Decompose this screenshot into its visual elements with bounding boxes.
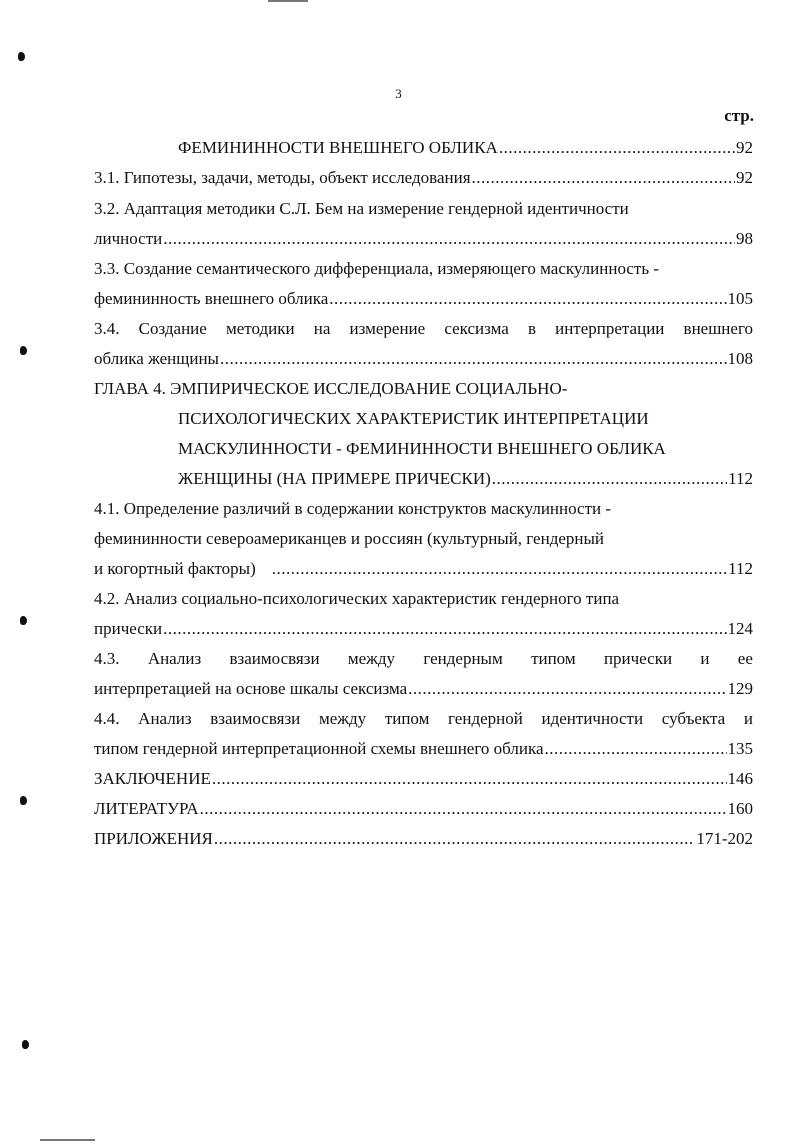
- toc-entry-text: облика женщины: [94, 349, 219, 368]
- toc-entry-text: прически: [94, 619, 163, 638]
- dot-leader: [200, 799, 727, 819]
- hole-punch-mark: [20, 346, 27, 355]
- chapter-heading-line: [178, 439, 753, 459]
- chapter-heading-line: [94, 379, 753, 399]
- toc-entry-text: ЖЕНЩИНЫ (НА ПРИМЕРЕ ПРИЧЕСКИ): [178, 469, 491, 488]
- toc-entry[interactable]: [94, 679, 753, 699]
- toc-word: в: [527, 319, 536, 338]
- toc-entry-line: [94, 589, 753, 609]
- dot-leader: [492, 469, 727, 489]
- toc-entry-line: [94, 499, 753, 519]
- toc-entry-page: 98: [736, 229, 753, 248]
- toc-word: идентичности: [541, 709, 644, 728]
- toc-entry-text: МАСКУЛИННОСТИ - ФЕМИНИННОСТИ ВНЕШНЕГО ОБЛИКА: [178, 439, 666, 458]
- dot-leader: [408, 679, 726, 699]
- toc-word: интерпретации: [555, 319, 665, 338]
- toc-word: сексизма: [444, 319, 509, 338]
- toc-entry-text: 4.2. Анализ социально-психологических характеристик гендерного типа: [94, 589, 620, 608]
- toc-entry-text: ПРИЛОЖЕНИЯ: [94, 829, 213, 848]
- toc-word: типом: [384, 709, 430, 728]
- toc-entry-page: 108: [727, 349, 753, 368]
- toc-entry-line: [94, 529, 753, 549]
- toc-word: между: [347, 649, 396, 668]
- toc-entry-page: 129: [727, 679, 753, 698]
- toc-entry-page: 112: [728, 469, 753, 488]
- toc-word: взаимосвязи: [229, 649, 320, 668]
- hole-punch-mark: [20, 616, 27, 625]
- toc-word: 4.4.: [94, 709, 120, 728]
- toc-word: 4.3.: [94, 649, 120, 668]
- toc-word: ее: [737, 649, 753, 668]
- toc-word: взаимосвязи: [210, 709, 301, 728]
- toc-entry[interactable]: [94, 769, 753, 789]
- dot-leader: [214, 829, 695, 849]
- toc-entry-text: фемининность внешнего облика: [94, 289, 329, 308]
- hole-punch-mark: [18, 52, 25, 61]
- toc-entry-line-justified: [94, 649, 753, 669]
- toc-entry-line-justified: [94, 319, 753, 339]
- toc-entry-text: 3.2. Адаптация методики С.Л. Бем на измерение гендерной идентичности: [94, 199, 629, 218]
- toc-entry-page: 105: [727, 289, 753, 308]
- toc-word: Создание: [138, 319, 207, 338]
- dot-leader: [163, 229, 735, 249]
- toc-entry[interactable]: [94, 829, 753, 849]
- toc-entry-page: 124: [727, 619, 753, 638]
- toc-entry-page: 92: [736, 138, 753, 157]
- toc-entry-text: 3.1. Гипотезы, задачи, методы, объект исследования: [94, 168, 471, 187]
- toc-entry-line: [94, 259, 753, 279]
- dot-leader: [220, 349, 727, 369]
- toc-entry[interactable]: [94, 168, 753, 188]
- toc-entry[interactable]: [94, 799, 753, 819]
- toc-entry-page: 160: [727, 799, 753, 818]
- toc-word: методики: [225, 319, 295, 338]
- toc-entry[interactable]: [94, 559, 753, 579]
- toc-entry-page: 112: [728, 559, 753, 578]
- scan-line-top: [268, 0, 308, 2]
- dot-leader: [272, 559, 727, 579]
- dot-leader: [163, 619, 726, 639]
- toc-entry-text: 4.1. Определение различий в содержании конструктов маскулинности -: [94, 499, 612, 518]
- page-column-header: стр.: [724, 106, 754, 125]
- toc-entry-text: ПСИХОЛОГИЧЕСКИХ ХАРАКТЕРИСТИК ИНТЕРПРЕТАЦИИ: [178, 409, 649, 428]
- toc-entry-text: ФЕМИНИННОСТИ ВНЕШНЕГО ОБЛИКА: [178, 138, 498, 157]
- toc-word: на: [313, 319, 331, 338]
- toc-word: и: [743, 709, 753, 728]
- toc-word: и: [700, 649, 710, 668]
- toc-word: гендерной: [448, 709, 523, 728]
- toc-entry-text: и когортный факторы): [94, 559, 256, 578]
- toc-word: субъекта: [661, 709, 726, 728]
- toc-entry[interactable]: [94, 349, 753, 369]
- page-number: 3: [395, 86, 402, 101]
- toc-entry[interactable]: [178, 469, 753, 489]
- toc-entry-text: типом гендерной интерпретационной схемы внешнего облика: [94, 739, 544, 758]
- chapter-heading-line: [178, 409, 753, 429]
- toc-word: внешнего: [683, 319, 753, 338]
- toc-word: типом: [531, 649, 576, 668]
- hole-punch-mark: [20, 796, 27, 805]
- toc-entry-page: 92: [736, 168, 753, 187]
- toc-entry-text: личности: [94, 229, 163, 248]
- toc-entry-line-justified: [94, 709, 753, 729]
- toc-word: Анализ: [147, 649, 202, 668]
- toc-entry[interactable]: [94, 229, 753, 249]
- toc-word: гендерным: [423, 649, 503, 668]
- dot-leader: [329, 289, 726, 309]
- toc-word: измерение: [349, 319, 426, 338]
- toc-word: Анализ: [138, 709, 192, 728]
- toc-entry-line: [94, 199, 753, 219]
- dot-leader: [499, 138, 735, 158]
- toc-entry[interactable]: [94, 739, 753, 759]
- hole-punch-mark: [22, 1040, 29, 1049]
- toc-entry-page: 146: [727, 769, 753, 788]
- toc-entry-text: интерпретацией на основе шкалы сексизма: [94, 679, 408, 698]
- toc-entry-text: ЗАКЛЮЧЕНИЕ: [94, 769, 211, 788]
- toc-entry-text: ЛИТЕРАТУРА: [94, 799, 199, 818]
- toc-entry-page: 135: [727, 739, 753, 758]
- toc-entry-text: ГЛАВА 4. ЭМПИРИЧЕСКОЕ ИССЛЕДОВАНИЕ СОЦИАЛЬНО-: [94, 379, 568, 398]
- scan-line-bottom: [40, 1139, 95, 1141]
- toc-entry-text: фемининности североамериканцев и россиян (культурный, гендерный: [94, 529, 605, 548]
- toc-entry-text: 3.3. Создание семантического дифференциала, измеряющего маскулинность -: [94, 259, 660, 278]
- toc-entry[interactable]: [94, 619, 753, 639]
- toc-entry[interactable]: [94, 289, 753, 309]
- dot-leader: [545, 739, 727, 759]
- toc-entry[interactable]: [178, 138, 753, 158]
- toc-entry-page: 171-202: [696, 829, 753, 848]
- toc-word: между: [318, 709, 367, 728]
- toc-word: прически: [603, 649, 673, 668]
- toc-word: 3.4.: [94, 319, 120, 338]
- dot-leader: [212, 769, 727, 789]
- dot-leader: [472, 168, 735, 188]
